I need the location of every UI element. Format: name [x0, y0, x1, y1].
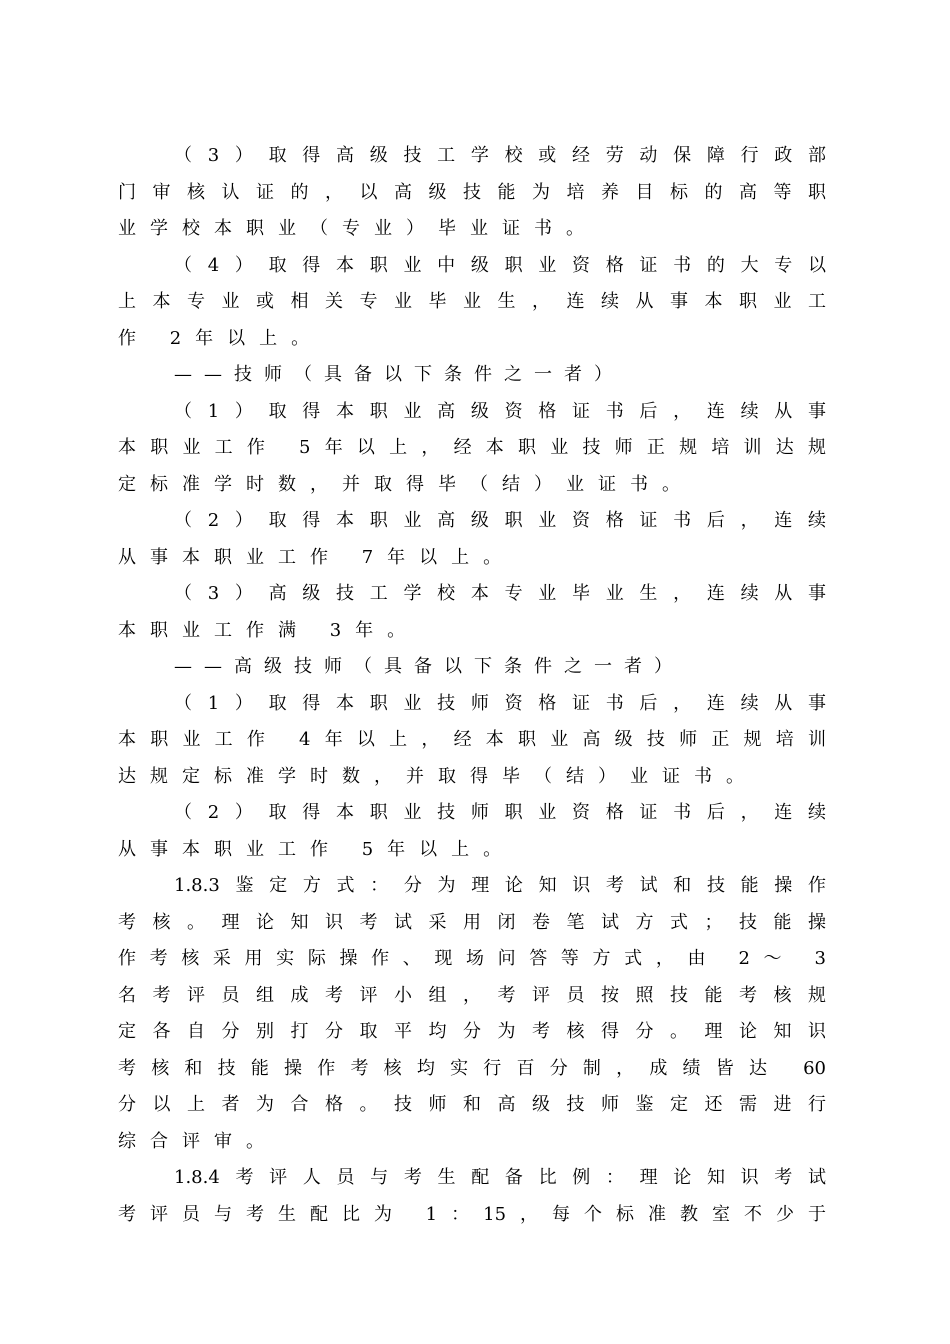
text-line: （3）取得高级技工学校或经劳动保障行政部 [174, 145, 826, 166]
text-line: 考核。理论知识考试采用闭卷笔试方式；技能操 [118, 911, 826, 933]
document-body [118, 138, 826, 1233]
text-line: 达规定标准学时数，并取得毕（结）业证书。 [118, 765, 758, 787]
text-line: 考评员与考生配比为 1：15，每个标准教室不少于 [118, 1203, 826, 1225]
text-line: 本职业工作满 3年。 [118, 619, 420, 641]
text-line: 本职业工作 4年以上，经本职业高级技师正规培训 [118, 729, 826, 750]
text-line: 综合评审。 [118, 1130, 278, 1152]
text-line: 分以上者为合格。技师和高级技师鉴定还需进行 [118, 1094, 826, 1115]
text-line: 定各自分别打分取平均分为考核得分。理论知识 [118, 1021, 826, 1042]
text-line: 1.8.3鉴定方式：分为理论知识考试和技能操作 [174, 875, 826, 896]
text-line: 考核和技能操作考核均实行百分制，成绩皆达 60 [118, 1057, 826, 1079]
text-line: 1.8.4考评人员与考生配备比例：理论知识考试 [174, 1167, 826, 1188]
text-line: （4）取得本职业中级职业资格证书的大专以 [174, 254, 826, 276]
text-line: 业学校本职业（专业）毕业证书。 [118, 218, 598, 239]
text-line: 定标准学时数，并取得毕（结）业证书。 [118, 473, 694, 495]
text-line: （2）取得本职业高级职业资格证书后，连续 [174, 510, 826, 531]
text-line: 上本专业或相关专业毕业生，连续从事本职业工 [118, 291, 826, 312]
text-line: 从事本职业工作 5年以上。 [118, 838, 516, 860]
text-line: 门审核认证的，以高级技能为培养目标的高等职 [118, 181, 826, 203]
text-line: （1）取得本职业技师资格证书后，连续从事 [174, 692, 826, 714]
text-line: 名考评员组成考评小组，考评员按照技能考核规 [118, 984, 826, 1006]
text-line: 从事本职业工作 7年以上。 [118, 546, 516, 568]
text-line: 作考核采用实际操作、现场问答等方式，由 2～ 3 [118, 948, 826, 969]
text-line: （2）取得本职业技师职业资格证书后，连续 [174, 802, 826, 823]
text-line: 本职业工作 5年以上，经本职业技师正规培训达规 [118, 437, 826, 458]
text-line: （1）取得本职业高级资格证书后，连续从事 [174, 400, 826, 422]
text-line: ——高级技师（具备以下条件之一者） [174, 656, 684, 677]
text-line: （3）高级技工学校本专业毕业生，连续从事 [174, 583, 826, 604]
text-line: 作 2年以上。 [118, 327, 324, 349]
text-line: ——技师（具备以下条件之一者） [174, 364, 624, 385]
